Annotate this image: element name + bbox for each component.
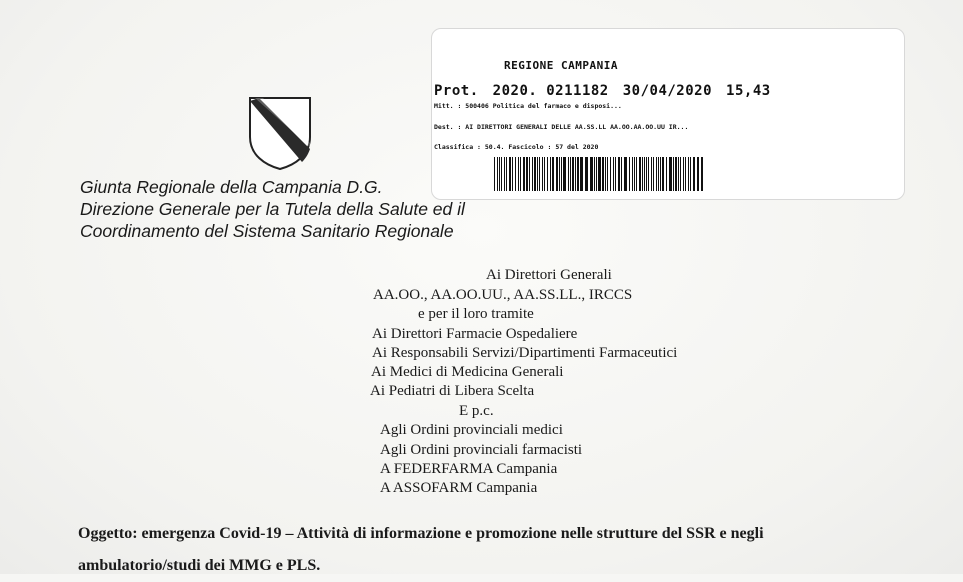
protocol-line xyxy=(434,83,785,99)
protocol-label: Prot. xyxy=(434,83,479,99)
stamp-destination: Dest. : AI DIRETTORI GENERALI DELLE AA.SS.LL AA.OO.AA.OO.UU IR... xyxy=(434,123,689,131)
recipient-line: AA.OO., AA.OO.UU., AA.SS.LL., IRCCS xyxy=(373,287,633,303)
header-line: Direzione Generale per la Tutela della Salute ed il xyxy=(80,199,465,219)
recipient-line: A FEDERFARMA Campania xyxy=(380,461,558,477)
barcode-icon xyxy=(494,157,704,191)
subject xyxy=(78,518,908,582)
stamp-org: REGIONE CAMPANIA xyxy=(504,59,618,72)
recipient-line: Ai Medici di Medicina Generali xyxy=(371,364,564,380)
recipient-line: A ASSOFARM Campania xyxy=(380,480,538,496)
recipient-line: Ai Direttori Farmacie Ospedaliere xyxy=(372,326,578,342)
protocol-time: 15,43 xyxy=(726,83,771,99)
recipient-line: e per il loro tramite xyxy=(418,306,534,322)
issuing-office xyxy=(80,176,465,242)
stamp-sender: Mitt. : 500406 Politica del farmaco e disposi... xyxy=(434,102,622,110)
regional-crest-icon xyxy=(247,95,313,171)
subject-line: ambulatorio/studi dei MMG e PLS. xyxy=(78,557,321,574)
subject-line: Oggetto: emergenza Covid-19 – Attività di informazione e promozione nelle strutture del SSR e negli xyxy=(78,525,764,542)
protocol-date: 30/04/2020 xyxy=(622,83,713,99)
protocol-stamp xyxy=(431,28,905,200)
protocol-number: 2020. 0211182 xyxy=(492,83,609,99)
header-line: Giunta Regionale della Campania D.G. xyxy=(80,177,383,197)
recipient-line: Ai Direttori Generali xyxy=(486,267,612,283)
recipient-line: Agli Ordini provinciali medici xyxy=(380,422,563,438)
header-line: Coordinamento del Sistema Sanitario Regionale xyxy=(80,221,454,241)
recipient-line: E p.c. xyxy=(459,403,494,419)
recipient-line: Agli Ordini provinciali farmacisti xyxy=(380,442,583,458)
stamp-classification: Classifica : 50.4. Fascicolo : 57 del 2020 xyxy=(434,143,599,151)
recipient-line: Ai Pediatri di Libera Scelta xyxy=(370,383,535,399)
recipient-line: Ai Responsabili Servizi/Dipartimenti Farmaceutici xyxy=(372,345,678,361)
